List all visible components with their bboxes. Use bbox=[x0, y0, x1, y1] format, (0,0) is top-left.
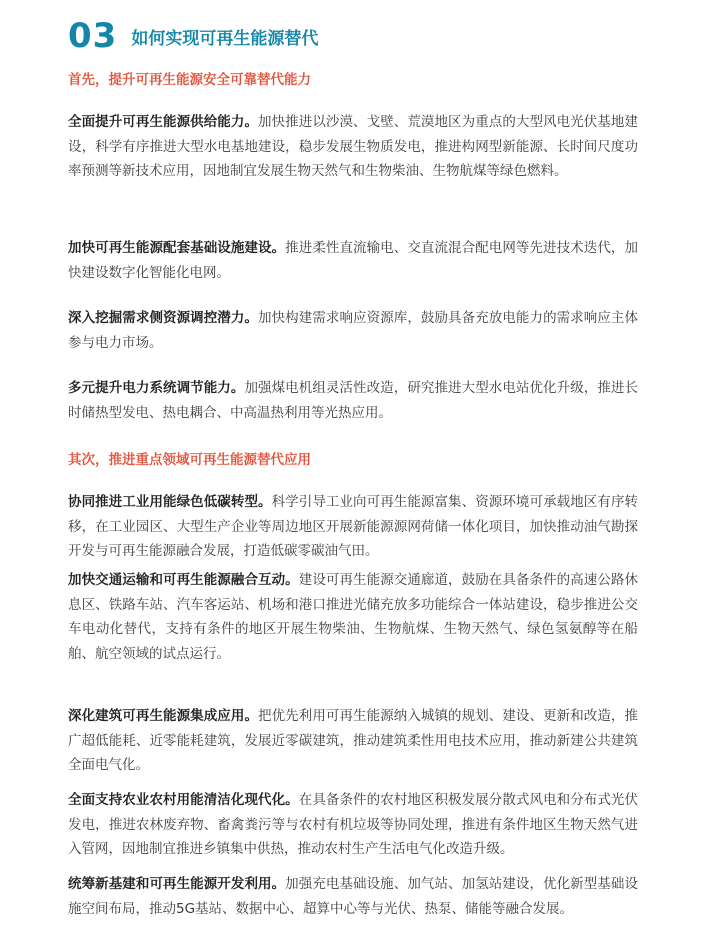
paragraph bbox=[68, 490, 638, 564]
paragraph-lead: 全面提升可再生能源供给能力。 bbox=[68, 114, 259, 130]
paragraph-text: 加快构建需求响应资源库，鼓励具备充放电能力的需求响应主体参与电力市场。 bbox=[68, 310, 639, 351]
paragraph-lead: 多元提升电力系统调节能力。 bbox=[68, 380, 245, 396]
section-header bbox=[68, 14, 318, 58]
paragraph bbox=[68, 568, 638, 666]
paragraph-text: 加强充电基础设施、加气站、加氢站建设，优化新型基础设施空间布局，推动5G基站、数据中心、超算中心等与光伏、热泵、储能等融合发展。 bbox=[68, 876, 639, 917]
paragraph-lead: 深化建筑可再生能源集成应用。 bbox=[68, 708, 259, 724]
section-title: 如何实现可再生能源替代 bbox=[131, 29, 319, 49]
paragraph-lead: 加快可再生能源配套基础设施建设。 bbox=[68, 240, 286, 256]
paragraph-text: 科学引导工业向可再生能源富集、资源环境可承载地区有序转移，在工业园区、大型生产企业等周边地区开展新能源源网荷储一体化项目，加快推动油气勘探开发与可再生能源融合发展，打造低碳零碳油气田。 bbox=[68, 494, 639, 560]
paragraph bbox=[68, 872, 638, 921]
paragraph-text: 加快推进以沙漠、戈壁、荒漠地区为重点的大型风电光伏基地建设，科学有序推进大型水电基地建设，稳步发展生物质发电，推进构网型新能源、长时间尺度功率预测等新技术应用，因地制宜发展生物天然气和生物柴油、生物航煤等绿色燃料。 bbox=[68, 114, 639, 180]
paragraph-lead: 统筹新基建和可再生能源开发利用。 bbox=[68, 876, 286, 892]
subheading-second: 其次，推进重点领域可再生能源替代应用 bbox=[68, 452, 311, 468]
paragraph bbox=[68, 788, 638, 862]
paragraph-text: 推进柔性直流输电、交直流混合配电网等先进技术迭代，加快建设数字化智能化电网。 bbox=[68, 240, 639, 281]
paragraph bbox=[68, 236, 638, 285]
paragraph bbox=[68, 704, 638, 778]
section-number: 03 bbox=[68, 16, 118, 56]
paragraph-lead: 加快交通运输和可再生能源融合互动。 bbox=[68, 572, 299, 588]
paragraph-lead: 深入挖掘需求侧资源调控潜力。 bbox=[68, 310, 259, 326]
paragraph-text: 建设可再生能源交通廊道，鼓励在具备条件的高速公路休息区、铁路车站、汽车客运站、机场和港口推进光储充放多功能综合一体站建设，稳步推进公交车电动化替代，支持有条件的地区开展生物柴油、生物航煤、生物天然气、绿色氢氨醇等在船舶、航空领域的试点运行。 bbox=[68, 572, 639, 662]
paragraph-text: 把优先利用可再生能源纳入城镇的规划、建设、更新和改造，推广超低能耗、近零能耗建筑，发展近零碳建筑，推动建筑柔性用电技术应用，推动新建公共建筑全面电气化。 bbox=[68, 708, 639, 774]
paragraph-text: 在具备条件的农村地区积极发展分散式风电和分布式光伏发电，推进农林废弃物、畜禽粪污等与农村有机垃圾等协同处理，推进有条件地区生物天然气进入管网，因地制宜推进乡镇集中供热，推动农村生产生活电气化改造升级。 bbox=[68, 792, 639, 858]
paragraph-lead: 全面支持农业农村用能清洁化现代化。 bbox=[68, 792, 299, 808]
paragraph bbox=[68, 306, 638, 355]
paragraph-lead: 协同推进工业用能绿色低碳转型。 bbox=[68, 494, 272, 510]
paragraph bbox=[68, 110, 638, 184]
paragraph bbox=[68, 376, 638, 425]
paragraph-text: 加强煤电机组灵活性改造，研究推进大型水电站优化升级，推进长时储热型发电、热电耦合、中高温热利用等光热应用。 bbox=[68, 380, 639, 421]
subheading-first: 首先，提升可再生能源安全可靠替代能力 bbox=[68, 72, 311, 88]
